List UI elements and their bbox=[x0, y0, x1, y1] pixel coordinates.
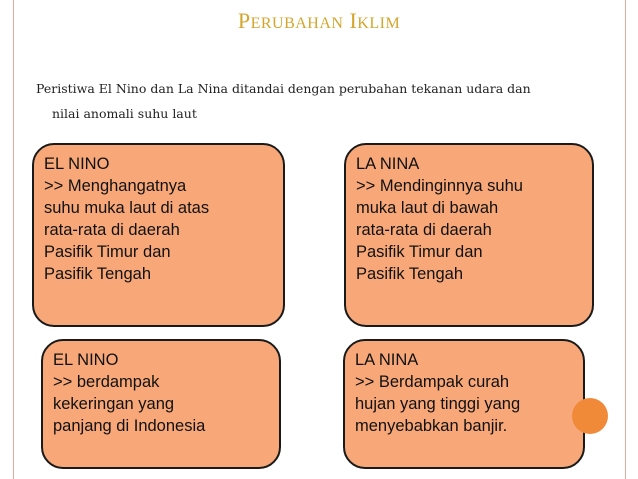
decorative-orange-dot bbox=[572, 398, 608, 434]
box-body: >> Menghangatnya suhu muka laut di atas rata-rata di daerah Pasifik Timur dan Pasifik Tengah bbox=[44, 177, 210, 283]
la-nina-definition-box bbox=[344, 143, 594, 327]
box-heading: LA NINA bbox=[356, 155, 420, 173]
box-body: >> berdampak kekeringan yang panjang di Indonesia bbox=[53, 373, 206, 435]
subtitle-line-1: Peristiwa El Nino dan La Nina ditandai dengan perubahan tekanan udara dan bbox=[36, 81, 531, 96]
frame-line-left bbox=[13, 0, 14, 479]
box-heading: EL NINO bbox=[44, 155, 110, 173]
el-nino-impact-box bbox=[41, 339, 281, 469]
box-heading: LA NINA bbox=[355, 351, 419, 369]
frame-line-right bbox=[625, 0, 626, 479]
slide-subtitle bbox=[36, 76, 596, 126]
box-heading: EL NINO bbox=[53, 351, 119, 369]
slide-title: PERUBAHAN IKLIM bbox=[237, 8, 401, 33]
el-nino-definition-box bbox=[32, 143, 285, 327]
box-body: >> Berdampak curah hujan yang tinggi yang menyebabkan banjir. bbox=[355, 373, 521, 435]
la-nina-impact-box bbox=[343, 339, 585, 469]
subtitle-line-2: nilai anomali suhu laut bbox=[52, 106, 197, 121]
box-body: >> Mendinginnya suhu muka laut di bawah rata-rata di daerah Pasifik Timur dan Pasifik Tengah bbox=[356, 177, 523, 283]
